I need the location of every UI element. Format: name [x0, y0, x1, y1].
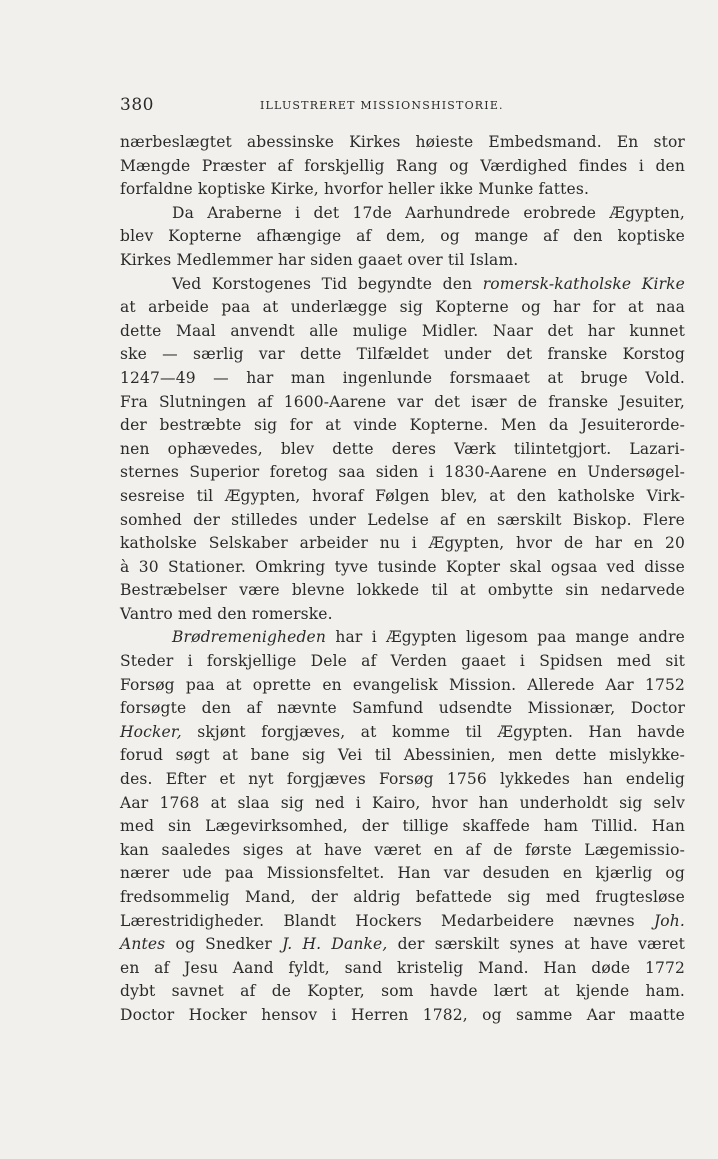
line-text: à 30 Stationer. Omkring tyve tusinde Kopter skal ogsaa ved disse — [120, 557, 685, 576]
italic-text: Joh. — [653, 911, 685, 930]
line-text: fredsommelig Mand, der aldrig befattede sig med frugtesløse — [120, 888, 685, 906]
body-text — [120, 131, 685, 1028]
text-line — [120, 556, 685, 580]
line-text: skjønt forgjæves, at komme til Ægypten. Han havde — [181, 722, 685, 741]
text-line — [120, 697, 685, 721]
text-line — [120, 839, 685, 863]
line-text: forud søgt at bane sig Vei til Abessinien, men dette mislykke- — [120, 746, 685, 765]
text-line — [120, 910, 685, 934]
italic-text: Antes — [120, 935, 166, 954]
text-line — [120, 886, 685, 910]
italic-text: romersk-katholske Kirke — [482, 274, 686, 293]
running-title: ILLUSTRERET MISSIONSHISTORIE. — [260, 99, 504, 112]
text-line — [120, 178, 685, 202]
text-line — [120, 131, 685, 155]
line-text: ske — særlig var dette Tilfældet under det franske Korstog — [120, 345, 685, 364]
text-line — [120, 320, 685, 344]
line-text: nen ophævedes, blev dette deres Værk tilintetgjort. Lazari- — [120, 439, 685, 458]
line-text: Forsøg paa at oprette en evangelisk Mission. Allerede Aar 1752 — [120, 675, 685, 694]
text-line — [120, 957, 685, 981]
line-text: katholske Selskaber arbeider nu i Ægypten, hvor de har en 20 — [120, 534, 685, 553]
line-text: Ved Korstogenes Tid begyndte den — [172, 274, 483, 293]
line-text: der særskilt synes at have været — [387, 935, 685, 954]
line-text: kan saaledes siges at have været en af de første Lægemissio- — [120, 840, 685, 859]
line-text: blev Kopterne afhængige af dem, og mange af den koptiske — [120, 227, 685, 246]
text-line — [120, 225, 685, 249]
line-text: og Snedker — [165, 935, 283, 954]
line-text: Lærestridigheder. Blandt Hockers Medarbeidere nævnes — [120, 911, 654, 930]
line-text: Mængde Præster af forskjellig Rang og Værdighed findes i den — [120, 156, 685, 175]
text-line — [120, 509, 685, 533]
line-text: en af Jesu Aand fyldt, sand kristelig Mand. Han døde 1772 — [120, 958, 685, 977]
text-line — [120, 815, 685, 839]
text-line — [120, 249, 685, 273]
line-text: Vantro med den romerske. — [120, 604, 333, 623]
line-text: Da Araberne i det 17de Aarhundrede erobrede Ægypten, — [172, 203, 685, 222]
text-line — [120, 721, 685, 745]
text-line — [120, 155, 685, 179]
line-text: der bestræbte sig for at vinde Kopterne. Men da Jesuiterorde- — [120, 416, 685, 435]
page-header — [120, 95, 685, 117]
line-text: des. Efter et nyt forgjæves Forsøg 1756 lykkedes han endelig — [120, 770, 685, 789]
text-line — [120, 485, 685, 509]
line-text: dybt savnet af de Kopter, som havde lært at kjende ham. — [120, 982, 685, 1001]
text-line — [120, 532, 685, 556]
line-text: sesreise til Ægypten, hvoraf Følgen blev, at den katholske Virk- — [120, 486, 685, 505]
text-line — [120, 296, 685, 320]
text-line — [120, 792, 685, 816]
text-line — [120, 674, 685, 698]
text-line — [120, 438, 685, 462]
line-text: at arbeide paa at underlægge sig Kopterne og har for at naa — [120, 298, 685, 317]
text-line — [120, 768, 685, 792]
line-text: Bestræbelser være blevne lokkede til at ombytte sin nedarvede — [120, 581, 685, 600]
italic-text: Brødremenigheden — [172, 628, 327, 647]
text-line — [120, 744, 685, 768]
line-text: 1247—49 — har man ingenlunde forsmaaet at bruge Vold. — [120, 368, 685, 387]
text-line — [120, 414, 685, 438]
text-line — [120, 603, 685, 627]
text-line — [120, 579, 685, 603]
text-line — [120, 202, 685, 226]
text-line — [120, 391, 685, 415]
line-text: med sin Lægevirksomhed, der tillige skaffede ham Tillid. Han — [120, 817, 685, 836]
text-line — [120, 933, 685, 957]
line-text: somhed der stilledes under Ledelse af en særskilt Biskop. Flere — [120, 510, 685, 529]
line-text: Aar 1768 at slaa sig ned i Kairo, hvor han underholdt sig selv — [120, 793, 685, 812]
line-text: Steder i forskjellige Dele af Verden gaaet i Spidsen med sit — [120, 652, 685, 671]
line-text: nærer ude paa Missionsfeltet. Han var desuden en kjærlig og — [120, 864, 685, 883]
text-line — [120, 980, 685, 1004]
line-text: Fra Slutningen af 1600-Aarene var det især de franske Jesuiter, — [120, 392, 685, 411]
text-line — [120, 650, 685, 674]
line-text: sternes Superior foretog saa siden i 1830-Aarene en Undersøgel- — [120, 463, 685, 482]
text-line — [120, 367, 685, 391]
italic-text: J. H. Danke, — [282, 935, 388, 954]
italic-text: Hocker, — [120, 722, 182, 741]
text-line — [120, 461, 685, 485]
text-line — [120, 273, 685, 297]
text-line — [120, 1004, 685, 1028]
text-line — [120, 862, 685, 886]
line-text: Kirkes Medlemmer har siden gaaet over til Islam. — [120, 250, 519, 269]
line-text: forsøgte den af nævnte Samfund udsendte Missionær, Doctor — [120, 699, 685, 718]
text-line — [120, 343, 685, 367]
line-text: dette Maal anvendt alle mulige Midler. Naar det har kunnet — [120, 321, 685, 340]
line-text: nærbeslægtet abessinske Kirkes høieste Embedsmand. En stor — [120, 133, 685, 151]
line-text: har i Ægypten ligesom paa mange andre — [326, 628, 685, 647]
text-line — [120, 626, 685, 650]
line-text: forfaldne koptiske Kirke, hvorfor heller ikke Munke fattes. — [120, 180, 590, 199]
line-text: Doctor Hocker hensov i Herren 1782, og samme Aar maatte — [120, 1005, 685, 1024]
page-number: 380 — [120, 95, 154, 115]
